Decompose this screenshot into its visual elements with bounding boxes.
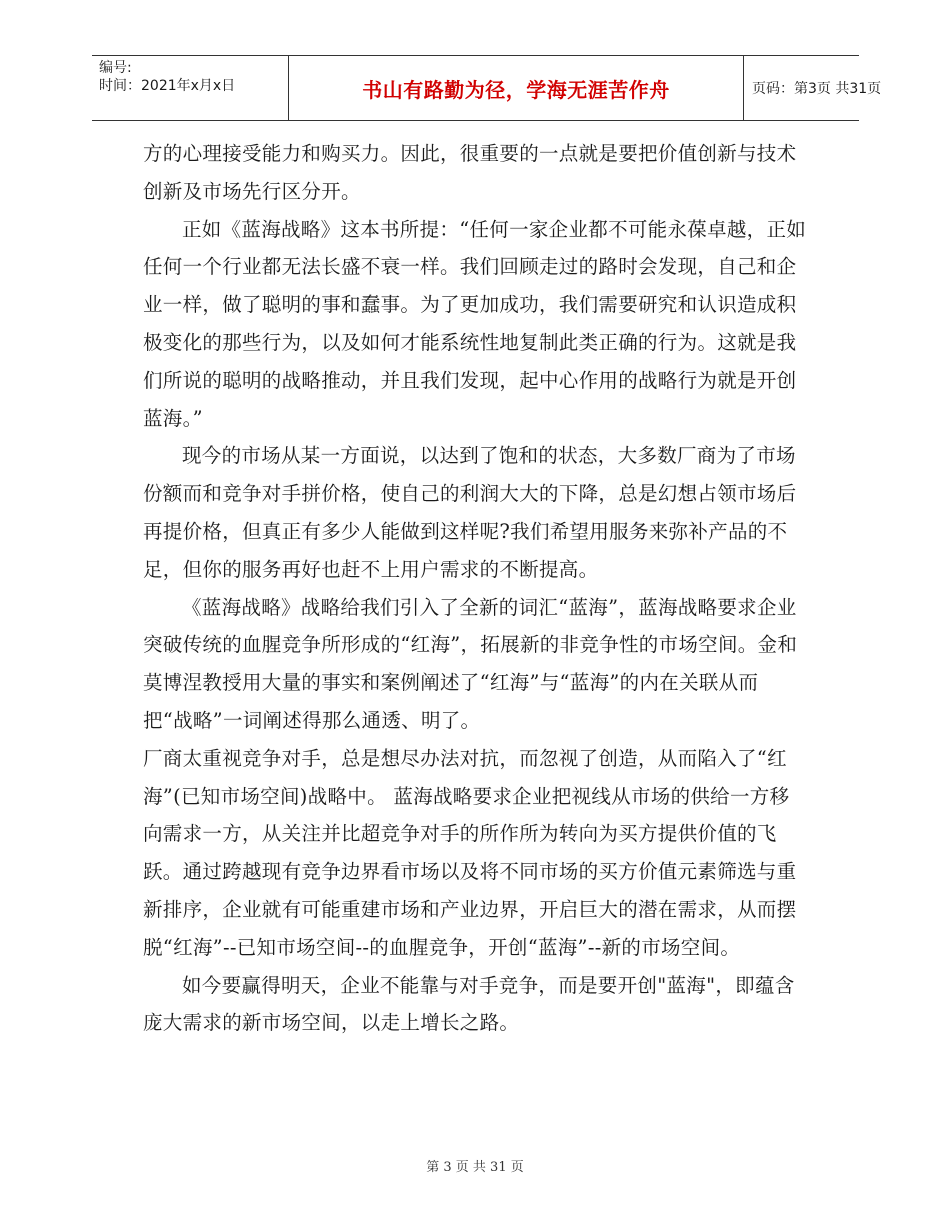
paragraph-6: 如今要赢得明天，企业不能靠与对手竞争，而是要开创"蓝海"，即蕴含庞大需求的新市场空间，以走上增长之路。: [143, 973, 795, 1035]
document-body: [143, 135, 808, 1042]
time-label: 时间：2021年x月x日: [99, 78, 236, 94]
header-page-info: 页码：第3页 共31页: [752, 81, 882, 97]
number-label: 编号:: [99, 60, 132, 76]
paragraph-1: 方的心理接受能力和购买力。因此，很重要的一点就是要把价值创新与技术创新及市场先行区分开。: [143, 142, 797, 203]
paragraph-4: 《蓝海战略》战略给我们引入了全新的词汇“蓝海”，蓝海战略要求企业突破传统的血腥竞争所形成的“红海”，拓展新的非竞争性的市场空间。金和莫博涅教授用大量的事实和案例阐述了“红海”与“蓝海”的内在关联从而把“战略”一词阐述得那么通透、明了。: [143, 595, 798, 732]
page-header: [92, 55, 882, 121]
paragraph-2: 正如《蓝海战略》这本书所提：“任何一家企业都不可能永葆卓越，正如任何一个行业都无法长盛不衰一样。我们回顾走过的路时会发现，自己和企业一样，做了聪明的事和蠢事。为了更加成功，我们需要研究和认识造成积极变化的那些行为，以及如何才能系统性地复制此类正确的行为。这就是我们所说的聪明的战略推动，并且我们发现，起中心作用的战略行为就是开创蓝海。”: [143, 217, 807, 430]
paragraph-3: 现今的市场从某一方面说，以达到了饱和的状态，大多数厂商为了市场份额而和竞争对手拼价格，使自己的利润大大的下降，总是幻想占领市场后再提价格，但真正有多少人能做到这样呢?我们希望用服务来弥补产品的不足，但你的服务再好也赶不上用户需求的不断提高。: [143, 444, 797, 581]
page-footer: 第 3 页 共 31 页: [426, 1160, 524, 1175]
header-motto: 书山有路勤为径，学海无涯苦作舟: [288, 56, 744, 120]
paragraph-5: 厂商太重视竞争对手，总是想尽办法对抗，而忽视了创造，从而陷入了“红海”(已知市场空间)战略中。 蓝海战略要求企业把视线从市场的供给一方移向需求一方，从关注并比超竞争对手的所作所为转向为买方提供价值的飞跃。通过跨越现有竞争边界看市场以及将不同市场的买方价值元素筛选与重新排序，企业就有可能重建市场和产业边界，开启巨大的潜在需求，从而摆脱“红海”--已知市场空间--的血腥竞争，开创“蓝海”--新的市场空间。: [143, 746, 797, 959]
header-meta: [92, 56, 288, 120]
